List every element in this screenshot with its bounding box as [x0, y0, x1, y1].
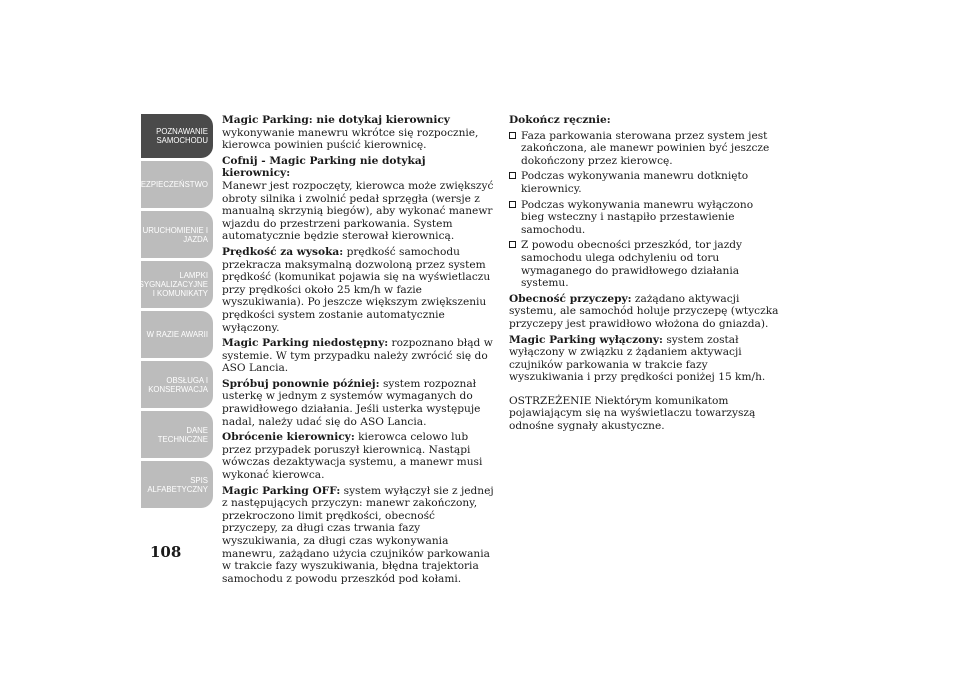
- tab-spis-alfabetyczny[interactable]: SPIS ALFABETYCZNY: [141, 461, 213, 508]
- list-item: [509, 199, 779, 237]
- message-term: Obrócenie kierownicy:: [222, 431, 355, 444]
- list-item-text: Podczas wykonywania manewru dotknięto kierownicy.: [521, 170, 749, 195]
- message-description: wykonywanie manewru wkrótce się rozpocznie, kierowca powinien puścić kierownicę.: [222, 126, 479, 152]
- message-entry: [222, 114, 494, 152]
- message-description: system rozpoznał usterkę w jednym z systemów wymaganych do prawidłowego działania. Jeśli usterka występuje nadal, należy udać się do ASO Lancia.: [222, 377, 481, 428]
- message-description: system został wyłączony w związku z żądaniem aktywacji czujników parkowania w trakcie fazy wyszukiwania i przy prędkości poniżej 15 km/h.: [509, 333, 766, 384]
- tab-uruchomienie-i-jazda[interactable]: URUCHOMIENIE I JAZDA: [141, 211, 213, 258]
- message-term: Magic Parking wyłączony:: [509, 333, 663, 346]
- message-entry: [222, 378, 494, 428]
- chapter-tabs: [135, 114, 213, 511]
- tab-poznawanie-samochodu[interactable]: POZNAWANIE SAMOCHODU: [141, 114, 213, 158]
- list-item: [509, 130, 779, 168]
- section-heading: Dokończ ręcznie:: [509, 114, 611, 126]
- message-entry: [222, 337, 494, 375]
- message-term: Spróbuj ponownie później:: [222, 377, 380, 390]
- list-item: [509, 239, 779, 289]
- message-description: Manewr jest rozpoczęty, kierowca może zwiększyć obroty silnika i zwolnić pedał sprzęgła (wersje z manualną skrzynią biegów), aby wykonać manewr wjazdu do przestrzeni parkowania. System automatycznie będzie sterował kierownicą.: [222, 179, 494, 243]
- message-description: zażądano aktywacji systemu, ale samochód holuje przyczepę (wtyczka przyczepy jest prawidłowo włożona do gniazda).: [509, 292, 779, 330]
- checkbox-bullet-icon: [509, 201, 516, 208]
- message-entry: [222, 155, 494, 243]
- tab-w-razie-awarii[interactable]: W RAZIE AWARII: [141, 311, 213, 358]
- message-description: prędkość samochodu przekracza maksymalną dozwoloną przez system prędkość (komunikat pojawia się na wyświetlaczu przy prędkości około 25 km/h w fazie wyszukiwania). Po jeszcze większym zwiększeniu prędkości system zostanie automatycznie wyłączony.: [222, 245, 491, 334]
- message-term: Cofnij - Magic Parking nie dotykaj kierownicy:: [222, 154, 426, 180]
- message-entry: [222, 431, 494, 481]
- message-entry: [222, 485, 494, 586]
- warning-note: OSTRZEŻENIE Niektórym komunikatom pojawiającym się na wyświetlaczu towarzyszą odnośne sygnały akustyczne.: [509, 394, 756, 433]
- tab-dane-techniczne[interactable]: DANE TECHNICZNE: [141, 411, 213, 458]
- tab-bezpieczenstwo[interactable]: BEZPIECZEŃSTWO: [141, 161, 213, 208]
- message-term: Magic Parking: nie dotykaj kierownicy: [222, 114, 450, 126]
- list-item-text: Z powodu obecności przeszkód, tor jazdy samochodu ulega odchyleniu od toru wymaganego do prawidłowego działania systemu.: [521, 239, 743, 290]
- message-term: Prędkość za wysoka:: [222, 245, 344, 258]
- message-entry: [509, 334, 779, 384]
- list-item-text: Faza parkowania sterowana przez system jest zakończona, ale manewr powinien być jeszcze dokończony przez kierowcę.: [521, 129, 770, 167]
- checkbox-bullet-icon: [509, 172, 516, 179]
- checkbox-bullet-icon: [509, 132, 516, 139]
- list-item: [509, 170, 779, 195]
- message-description: rozpoznano błąd w systemie. W tym przypadku należy zwrócić się do ASO Lancia.: [222, 337, 493, 375]
- message-term: Magic Parking OFF:: [222, 484, 341, 497]
- checkbox-bullet-icon: [509, 241, 516, 248]
- message-description: kierowca celowo lub przez przypadek poruszył kierownicą. Nastąpi wówczas dezaktywacja systemu, a manewr musi wykonać kierowca.: [222, 431, 483, 482]
- message-term: Magic Parking niedostępny:: [222, 337, 389, 350]
- message-description: system wyłączył sie z jednej z następujących przyczyn: manewr zakończony, przekroczono limit prędkości, obecność przyczepy, za długi czas trwania fazy wyszukiwania, za długi czas wykonywania manewru, zażądano użycia czujników parkowania w trakcie fazy wyszukiwania, błędna trajektoria samochodu z powodu przeszkód pod kołami.: [222, 484, 494, 585]
- list-item-text: Podczas wykonywania manewru wyłączono bieg wsteczny i nastąpiło przestawienie samochodu.: [521, 198, 754, 236]
- spacer: [509, 387, 779, 395]
- message-term: Obecność przyczepy:: [509, 292, 632, 305]
- message-entry: [509, 293, 779, 331]
- tab-lampki-sygnalizacyjne[interactable]: LAMPKI SYGNALIZACYJNE I KOMUNIKATY: [141, 261, 213, 308]
- left-column: [222, 114, 494, 588]
- page-number: 108: [150, 543, 182, 561]
- tab-obsluga-i-konserwacja[interactable]: OBSŁUGA I KONSERWACJA: [141, 361, 213, 408]
- right-column: [509, 114, 779, 436]
- message-entry: [222, 246, 494, 334]
